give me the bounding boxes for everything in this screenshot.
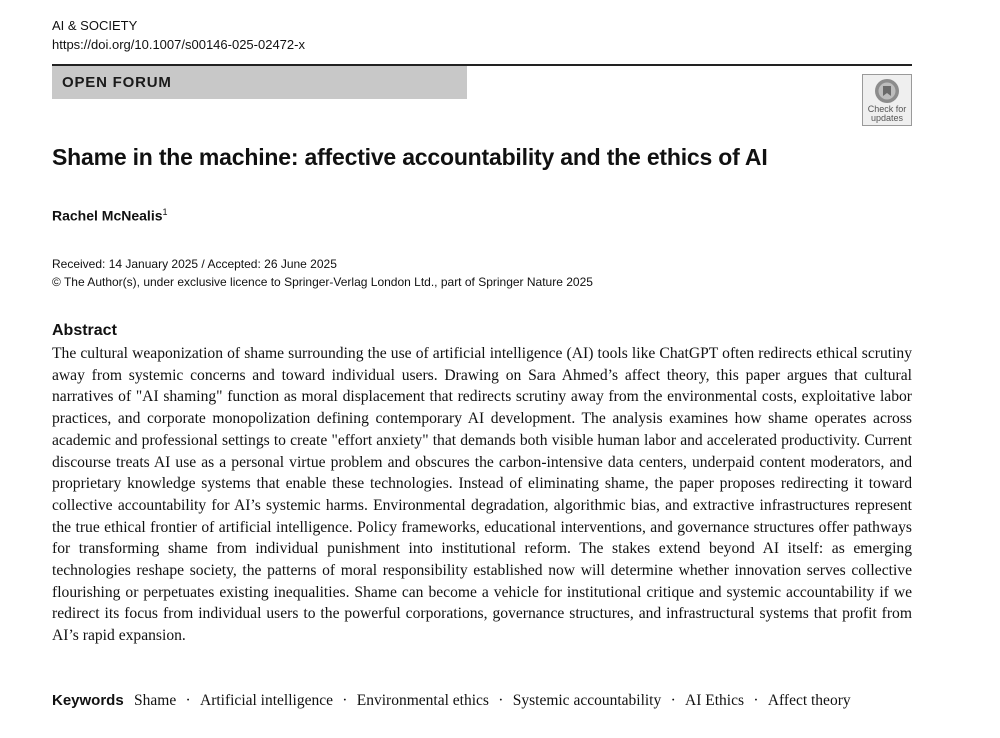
check-badge-line1: Check for [867, 104, 907, 114]
keyword-separator: · [753, 692, 759, 709]
keyword: Environmental ethics [356, 692, 489, 709]
check-badge-line2: updates [870, 113, 904, 123]
affiliation-mark[interactable]: 1 [162, 207, 168, 217]
abstract-text: The cultural weaponization of shame surrounding the use of artificial intelligence (AI) tools like ChatGPT often redirects ethical scrutiny away from systemic concerns and toward individual users. Drawing on Sara Ahmed’s affect theory, this paper argues that cultural narratives of "AI shaming" function as moral displacement that redirects scrutiny away from the environmental costs, exploitative labor practices, and corporate monopolization defining contemporary AI development. The analysis examines how shame operates across academic and professional settings to create "effort anxiety" that demands both visible human labor and accelerated productivity. Current discourse treats AI use as a personal virtue problem and obscures the carbon-intensive data centers, underpaid content moderators, and proprietary knowledge systems that enable these technologies. Instead of eliminating shame, the paper proposes redirecting it toward collective accountability for AI’s systemic harms. Environmental degradation, algorithmic bias, and extractive infrastructures represent the true ethical frontier of artificial intelligence. Policy frameworks, educational interventions, and governance structures offer pathways for transforming shame from individual punishment into institutional reform. The stakes extend beyond AI itself: as emerging technologies reshape society, the patterns of moral responsibility established now will determine whether innovation serves collective flourishing or perpetuates existing inequalities. Shame can become a vehicle for institutional critique and systemic accountability if we redirect its focus from individual users to the powerful corporations, governance structures, and infrastructural systems that profit from AI’s rapid expansion. [52, 345, 912, 645]
journal-name: AI & SOCIETY [52, 18, 138, 33]
keyword-separator: · [342, 692, 348, 709]
keyword: Shame [134, 692, 177, 709]
author-line [52, 202, 168, 226]
keyword-separator: · [670, 692, 676, 709]
received-accepted: Received: 14 January 2025 / Accepted: 26 June 2025 [52, 257, 337, 271]
author-name[interactable]: Rachel McNealis [52, 207, 163, 224]
journal-header [52, 16, 305, 54]
article-title: Shame in the machine: affective accountability and the ethics of AI [52, 144, 768, 170]
check-for-updates-icon [874, 78, 900, 104]
keyword-separator: · [498, 692, 504, 709]
section-label: OPEN FORUM [52, 66, 467, 99]
copyright-line: © The Author(s), under exclusive licence to Springer-Verlag London Ltd., part of Springer Nature 2025 [52, 275, 593, 289]
abstract-heading: Abstract [52, 322, 117, 339]
keyword: Systemic accountability [512, 692, 662, 709]
keyword: Affect theory [767, 692, 851, 709]
keyword: Artificial intelligence [200, 692, 333, 709]
check-for-updates-button[interactable] [862, 74, 912, 126]
keywords-line [52, 690, 851, 712]
keyword: AI Ethics [685, 692, 745, 709]
keyword-separator: · [185, 692, 191, 709]
publication-dates [52, 255, 593, 291]
keywords-label: Keywords [52, 692, 124, 709]
doi-link[interactable]: https://doi.org/10.1007/s00146-025-02472-x [52, 37, 305, 52]
